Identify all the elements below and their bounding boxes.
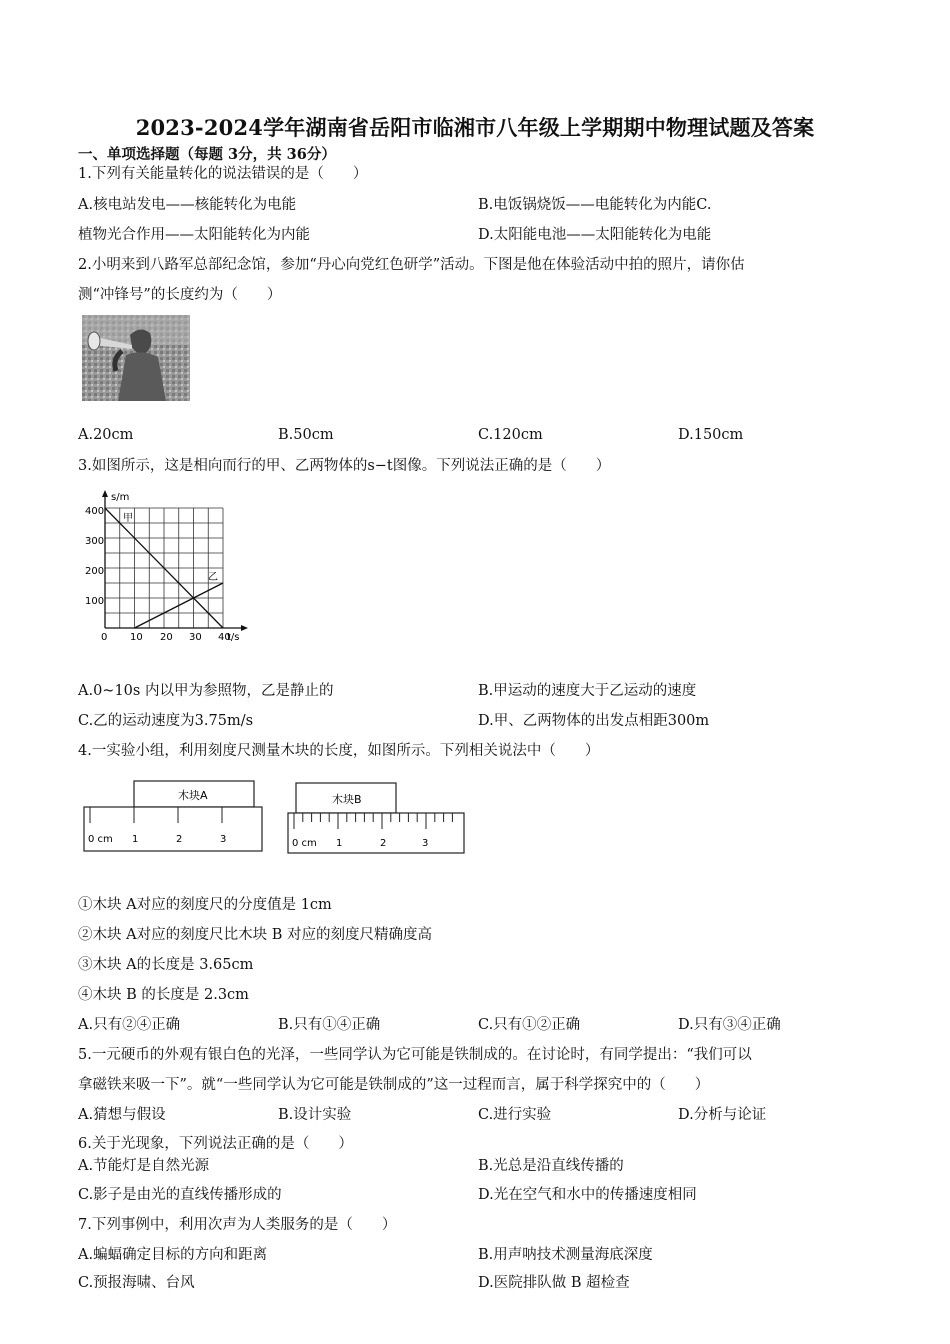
ruler-a-tick-1: 1	[132, 834, 139, 845]
q2-stem-line2: 测“冲锋号”的长度约为（ ）	[78, 287, 282, 303]
q2-option-d: D.150cm	[678, 427, 744, 443]
q6-option-b: B.光总是沿直线传播的	[478, 1158, 624, 1174]
q6-option-d: D.光在空气和水中的传播速度相同	[478, 1187, 697, 1203]
y-tick-200: 200	[85, 566, 105, 577]
q5-stem-line2: 拿磁铁来吸一下”。就“一些同学认为它可能是铁制成的”这一过程而言，属于科学探究中的（ ）	[78, 1077, 710, 1093]
q7-option-a: A.蝙蝠确定目标的方向和距离	[78, 1247, 268, 1263]
q5-stem-line1: 5.一元硬币的外观有银白色的光泽，一些同学认为它可能是铁制成的。在讨论时，有同学提出：“我们可以	[78, 1047, 752, 1063]
series-jia-label: 甲	[123, 513, 133, 524]
q7-stem: 7.下列事例中，利用次声为人类服务的是（ ）	[78, 1217, 397, 1233]
q1-option-a: A.核电站发电——核能转化为电能	[78, 197, 297, 213]
ruler-b-figure	[286, 780, 466, 856]
y-tick-400: 400	[85, 506, 105, 517]
q2-option-b: B.50cm	[278, 427, 334, 443]
ruler-b-tick-1: 1	[336, 838, 343, 849]
y-axis-arrow	[102, 490, 108, 497]
q1-option-d: D.太阳能电池——太阳能转化为电能	[478, 227, 712, 243]
x-tick-20: 20	[160, 632, 173, 643]
q4-option-a: A.只有②④正确	[78, 1017, 181, 1033]
block-a-label: 木块A	[178, 789, 208, 802]
q5-option-a: A.猜想与假设	[78, 1107, 166, 1123]
ruler-a-figure	[82, 778, 264, 854]
q6-option-c: C.影子是由光的直线传播形成的	[78, 1187, 282, 1203]
q5-option-c: C.进行实验	[478, 1107, 552, 1123]
ruler-b-tick-0: 0 cm	[292, 838, 317, 849]
q4-option-b: B.只有①④正确	[278, 1017, 381, 1033]
x-tick-30: 30	[189, 632, 202, 643]
q7-option-b: B.用声呐技术测量海底深度	[478, 1247, 653, 1263]
q7-option-d: D.医院排队做 B 超检查	[478, 1275, 630, 1291]
q2-stem-line1: 2.小明来到八路军总部纪念馆，参加“丹心向党红色研学”活动。下图是他在体验活动中拍的照片，请你估	[78, 257, 745, 273]
ruler-a-tick-0: 0 cm	[88, 834, 113, 845]
bugle-photo	[82, 315, 190, 401]
y-axis-label: s/m	[111, 492, 130, 503]
series-yi-label: 乙	[208, 572, 218, 583]
q3-option-d: D.甲、乙两物体的出发点相距300m	[478, 713, 710, 729]
q4-statement-3: ③木块 A的长度是 3.65cm	[78, 957, 254, 973]
q5-option-d: D.分析与论证	[678, 1107, 767, 1123]
q6-stem: 6.关于光现象，下列说法正确的是（ ）	[78, 1136, 353, 1152]
q2-option-a: A.20cm	[78, 427, 134, 443]
x-tick-10: 10	[130, 632, 143, 643]
q3-option-a: A.0~10s 内以甲为参照物，乙是静止的	[78, 683, 334, 699]
q5-option-b: B.设计实验	[278, 1107, 352, 1123]
q7-option-c: C.预报海啸、台风	[78, 1275, 195, 1291]
st-graph	[75, 488, 260, 653]
q4-statement-1: ①木块 A对应的刻度尺的分度值是 1cm	[78, 897, 332, 913]
q3-option-c: C.乙的运动速度为3.75m/s	[78, 713, 254, 729]
q4-option-c: C.只有①②正确	[478, 1017, 581, 1033]
q1-option-b: B.电饭锅烧饭——电能转化为内能C.	[478, 197, 712, 213]
q2-option-c: C.120cm	[478, 427, 543, 443]
y-tick-300: 300	[85, 536, 105, 547]
page-title: 2023-2024学年湖南省岳阳市临湘市八年级上学期期中物理试题及答案	[135, 115, 815, 140]
q4-option-d: D.只有③④正确	[678, 1017, 781, 1033]
x-axis-label: t/s	[227, 632, 240, 643]
ruler-b-tick-2: 2	[380, 838, 387, 849]
q3-stem: 3.如图所示，这是相向而行的甲、乙两物体的s−t图像。下列说法正确的是（ ）	[78, 458, 611, 474]
block-b-label: 木块B	[332, 793, 362, 806]
q4-statement-4: ④木块 B 的长度是 2.3cm	[78, 987, 249, 1003]
y-tick-100: 100	[85, 596, 105, 607]
q1-stem: 1.下列有关能量转化的说法错误的是（ ）	[78, 166, 368, 182]
section-heading: 一、单项选择题（每题 3分，共 36分）	[78, 146, 336, 163]
q4-statement-2: ②木块 A对应的刻度尺比木块 B 对应的刻度尺精确度高	[78, 927, 432, 943]
x-tick-0: 0	[101, 632, 108, 643]
q3-option-b: B.甲运动的速度大于乙运动的速度	[478, 683, 697, 699]
q1-option-c: 植物光合作用——太阳能转化为内能	[78, 227, 310, 243]
ruler-a-tick-2: 2	[176, 834, 183, 845]
q6-option-a: A.节能灯是自然光源	[78, 1158, 210, 1174]
ruler-a-tick-3: 3	[220, 834, 227, 845]
ruler-b-tick-3: 3	[422, 838, 429, 849]
x-tick-40: 40	[218, 632, 231, 643]
q4-stem: 4.一实验小组，利用刻度尺测量木块的长度，如图所示。下列相关说法中（ ）	[78, 743, 600, 759]
x-axis-arrow	[241, 625, 248, 631]
